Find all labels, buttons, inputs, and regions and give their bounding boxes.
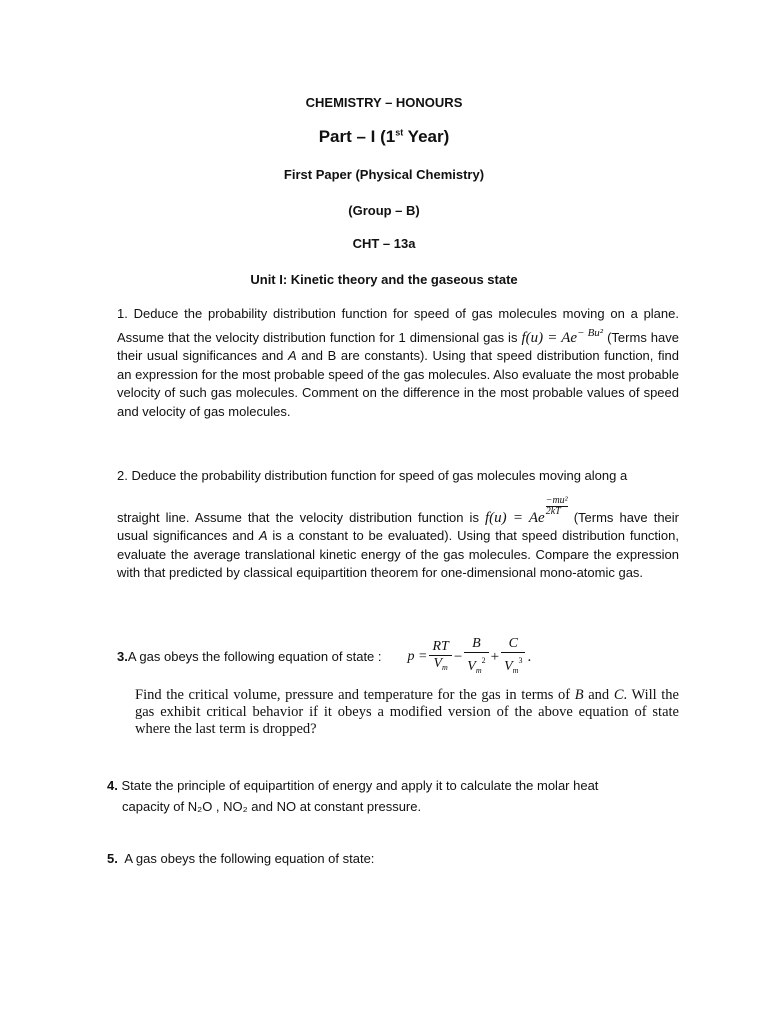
q3-minus: − — [453, 649, 463, 666]
q2-line1: 2. Deduce the probability distribution function for speed of gas molecules moving along a — [117, 468, 628, 483]
q2-rest-a: (Terms have their usual significances and — [117, 509, 679, 543]
q1-formula-base: f(u) = Ae — [521, 329, 578, 346]
q3-term-1-den — [429, 656, 451, 676]
q3-body-C: C — [613, 687, 624, 703]
q5-number: 5. — [107, 851, 118, 866]
q2-exponent — [546, 496, 568, 517]
q3-term-1-den-sub: m — [442, 663, 448, 672]
q3-term-3 — [501, 636, 525, 679]
part-suffix: Year) — [403, 127, 450, 146]
q2-exponent-den: 2kT — [545, 505, 561, 517]
q3-body-b: . Will the gas exhibit critical behavior if it obeys a modified version of the above equation of state where the last term is dropped? — [135, 687, 679, 737]
question-4 — [107, 777, 687, 816]
q3-term-1-num: RT — [429, 639, 451, 656]
question-2 — [117, 467, 679, 583]
q3-term-2-den — [464, 653, 488, 679]
q3-term-3-den — [501, 653, 525, 679]
q3-term-3-den-sup: 3 — [518, 656, 523, 665]
q3-body-B: B — [574, 687, 584, 703]
code-heading: CHT – 13a — [352, 236, 416, 251]
q3-term-1 — [429, 639, 451, 676]
q3-lead: A gas obeys the following equation of state : — [127, 649, 382, 665]
q4-line1 — [107, 777, 687, 796]
q1-formula-exponent: − Bu² — [577, 326, 604, 339]
q3-term-3-den-base: V — [504, 659, 513, 674]
q1-formula — [521, 326, 604, 346]
q3-term-1-den-base: V — [433, 656, 443, 671]
subject-heading: CHEMISTRY – HONOURS — [305, 95, 463, 110]
q3-equation — [408, 636, 532, 679]
q2-rest-A: A — [258, 528, 268, 543]
q2-formula — [485, 494, 568, 526]
question-5 — [107, 850, 669, 869]
q1-rest-b: and B are constants). Using that speed distribution function, find an expression for the most probable speed of the gas molecules. Also evaluate the most probable velocity of such gas molecules. Comment on the difference in the most probable values of speed and velocity of gas molecules. — [117, 348, 679, 419]
q2-formula-base: f(u) = Ae — [485, 509, 545, 526]
q1-rest-a: (Terms have their usual significances and — [117, 329, 679, 363]
q3-term-2-den-base: V — [467, 659, 476, 674]
q3-body-a: Find the critical volume, pressure and temperature for the gas in terms of — [135, 687, 575, 703]
q1-intro: 1. Deduce the probability distribution function for speed of gas molecules moving on a plane. Assume that the velocity distribution function for 1 dimensional gas is — [117, 306, 679, 345]
q2-rest-b: is a constant to be evaluated). Using that speed distribution function, evaluate the average translational kinetic energy of the gas molecules. Compare the expression with that predicted by classical equipartition theorem for one-dimensional mono-atomic gas. — [117, 528, 680, 580]
part-superscript: st — [395, 127, 404, 138]
paper-heading: First Paper (Physical Chemistry) — [283, 167, 485, 182]
unit-heading: Unit I: Kinetic theory and the gaseous state — [250, 272, 518, 287]
q3-number: 3. — [117, 649, 128, 665]
q3-body-and: and — [583, 687, 614, 703]
q1-rest-A: A — [288, 348, 297, 363]
q3-eq-p: p = — [407, 649, 428, 665]
q4-number: 4. — [107, 778, 118, 793]
part-heading — [0, 127, 768, 147]
q3-term-2-den-sub: m — [475, 666, 482, 675]
q4-text-a: State the principle of equipartition of energy and apply it to calculate the molar heat — [117, 778, 599, 793]
q3-eq-end: . — [527, 649, 532, 666]
q2-body — [117, 496, 679, 583]
q3-lead-line — [117, 636, 679, 679]
q2-exponent-num: −mu² — [545, 494, 568, 506]
question-1 — [117, 305, 679, 421]
q3-term-2-den-sup: 2 — [481, 656, 486, 665]
q4-line2: capacity of N₂O , NO₂ and NO at constant pressure. — [122, 798, 422, 814]
q3-body — [135, 687, 679, 738]
question-3 — [117, 636, 679, 738]
q3-term-2-num: B — [464, 636, 488, 653]
q5-text: A gas obeys the following equation of state: — [117, 851, 375, 866]
q2-line2: straight line. Assume that the velocity distribution function is — [117, 509, 485, 525]
part-prefix: Part – I (1 — [318, 127, 396, 146]
q3-term-3-den-sub: m — [512, 666, 519, 675]
q3-term-3-num: C — [501, 636, 525, 653]
q3-plus: + — [490, 649, 500, 666]
group-heading: (Group – B) — [348, 203, 420, 218]
q3-term-2 — [464, 636, 488, 679]
